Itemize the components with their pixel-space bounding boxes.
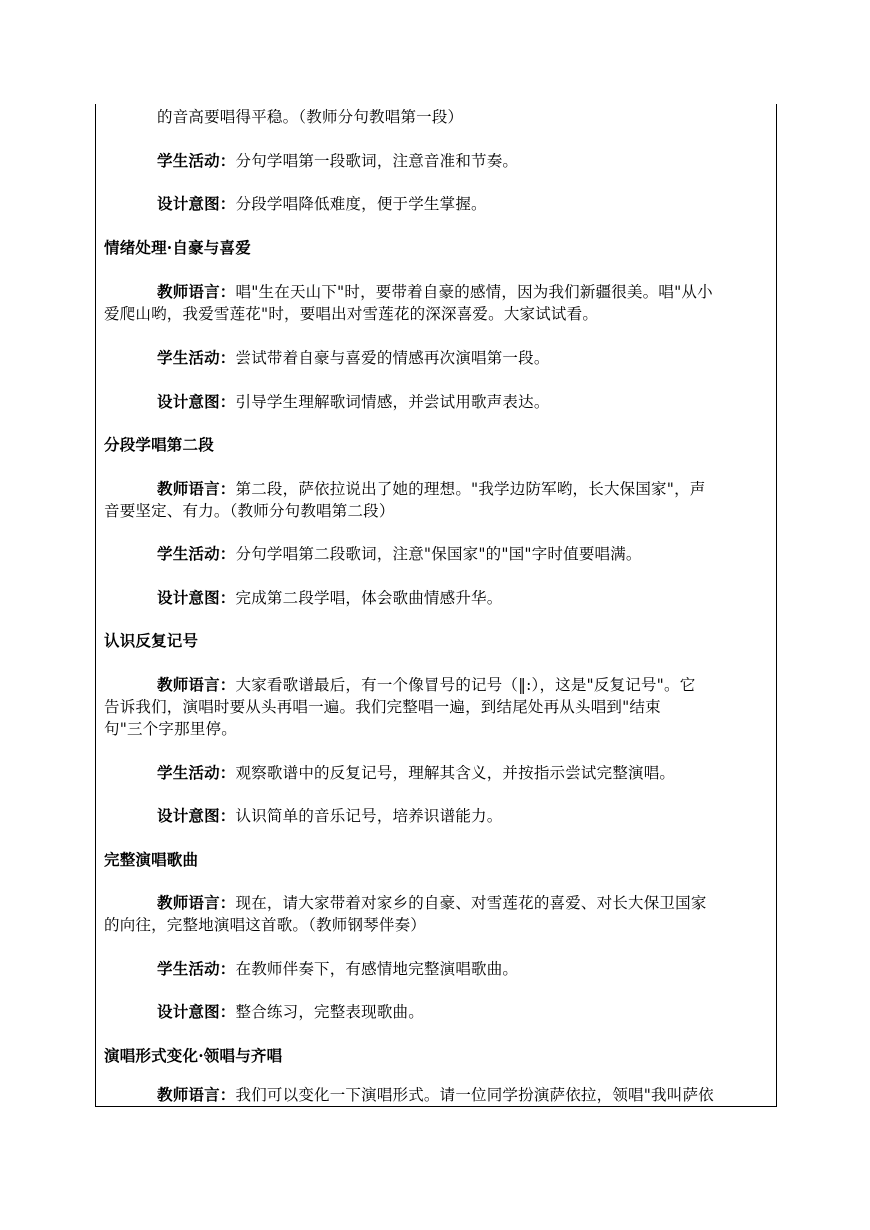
text: 观察歌谱中的反复记号，理解其含义，并按指示尝试完整演唱。 <box>235 764 676 782</box>
student-activity-1 <box>157 150 518 172</box>
teacher-speech-6 <box>157 1084 714 1106</box>
label: 设计意图： <box>157 806 236 825</box>
label: 教师语言： <box>157 893 236 912</box>
text: 唱"生在天山下"时，要带着自豪的感情，因为我们新疆很美。唱"从小 <box>235 283 713 301</box>
teacher-speech-4 <box>157 674 695 696</box>
text: 的音高要唱得平稳。（教师分句教唱第一段） <box>157 108 464 126</box>
label: 教师语言： <box>157 1085 236 1104</box>
section-heading-repeat: 认识反复记号 <box>104 631 199 650</box>
text: 分段学唱降低难度，便于学生掌握。 <box>235 195 487 213</box>
label: 设计意图： <box>157 392 236 411</box>
text: 第二段，萨依拉说出了她的理想。"我学边防军哟，长大保国家"，声 <box>235 480 706 498</box>
text: 整合练习，完整表现歌曲。 <box>235 1003 424 1021</box>
text: 分句学唱第一段歌词，注意音准和节奏。 <box>235 152 519 170</box>
section-heading-forms: 演唱形式变化·领唱与齐唱 <box>104 1046 283 1065</box>
label: 设计意图： <box>157 1002 236 1021</box>
text: 在教师伴奏下，有感情地完整演唱歌曲。 <box>235 960 519 978</box>
section-heading-emotion: 情绪处理·自豪与喜爱 <box>104 238 251 257</box>
design-intent-3 <box>157 587 502 609</box>
teacher-speech-4-cont: 告诉我们，演唱时要从头再唱一遍。我们完整唱一遍，到结尾处再从头唱到"结束 <box>104 698 661 716</box>
text: 尝试带着自豪与喜爱的情感再次演唱第一段。 <box>235 349 550 367</box>
teacher-speech-5-cont: 的向往，完整地演唱这首歌。（教师钢琴伴奏） <box>104 916 426 934</box>
teacher-speech-5 <box>157 892 707 914</box>
paragraph-continuation <box>157 106 463 128</box>
text: 现在，请大家带着对家乡的自豪、对雪莲花的喜爱、对长大保卫国家 <box>235 894 707 912</box>
label: 学生活动： <box>157 544 236 563</box>
teacher-speech-2 <box>157 281 713 303</box>
student-activity-4 <box>157 762 675 784</box>
label: 教师语言： <box>157 282 236 301</box>
label: 学生活动： <box>157 348 236 367</box>
text: 大家看歌谱最后，有一个像冒号的记号（‖:），这是"反复记号"。它 <box>235 676 696 694</box>
teacher-speech-2-cont: 爱爬山哟，我爱雪莲花"时，要唱出对雪莲花的深深喜爱。大家试试看。 <box>104 305 599 323</box>
text: 认识简单的音乐记号，培养识谱能力。 <box>235 807 503 825</box>
design-intent-2 <box>157 391 550 413</box>
design-intent-4 <box>157 805 502 827</box>
text: 分句学唱第二段歌词，注意"保国家"的"国"字时值要唱满。 <box>235 545 642 563</box>
label: 学生活动： <box>157 959 236 978</box>
teacher-speech-3-cont: 音要坚定、有力。（教师分句教唱第二段） <box>104 502 395 520</box>
lesson-table-cell <box>95 104 777 1107</box>
section-heading-verse2: 分段学唱第二段 <box>104 435 214 454</box>
label: 设计意图： <box>157 588 236 607</box>
section-heading-full: 完整演唱歌曲 <box>104 850 199 869</box>
teacher-speech-3 <box>157 478 705 500</box>
teacher-speech-4-cont2: 句"三个字那里停。 <box>104 720 237 738</box>
label: 学生活动： <box>157 763 236 782</box>
label: 学生活动： <box>157 151 236 170</box>
design-intent-5 <box>157 1001 424 1023</box>
label: 教师语言： <box>157 479 236 498</box>
text: 引导学生理解歌词情感，并尝试用歌声表达。 <box>235 393 550 411</box>
text: 我们可以变化一下演唱形式。请一位同学扮演萨依拉，领唱"我叫萨依 <box>235 1086 714 1104</box>
label: 教师语言： <box>157 675 236 694</box>
student-activity-2 <box>157 347 550 369</box>
student-activity-5 <box>157 958 518 980</box>
text: 完成第二段学唱，体会歌曲情感升华。 <box>235 589 503 607</box>
design-intent-1 <box>157 193 487 215</box>
student-activity-3 <box>157 543 642 565</box>
label: 设计意图： <box>157 194 236 213</box>
